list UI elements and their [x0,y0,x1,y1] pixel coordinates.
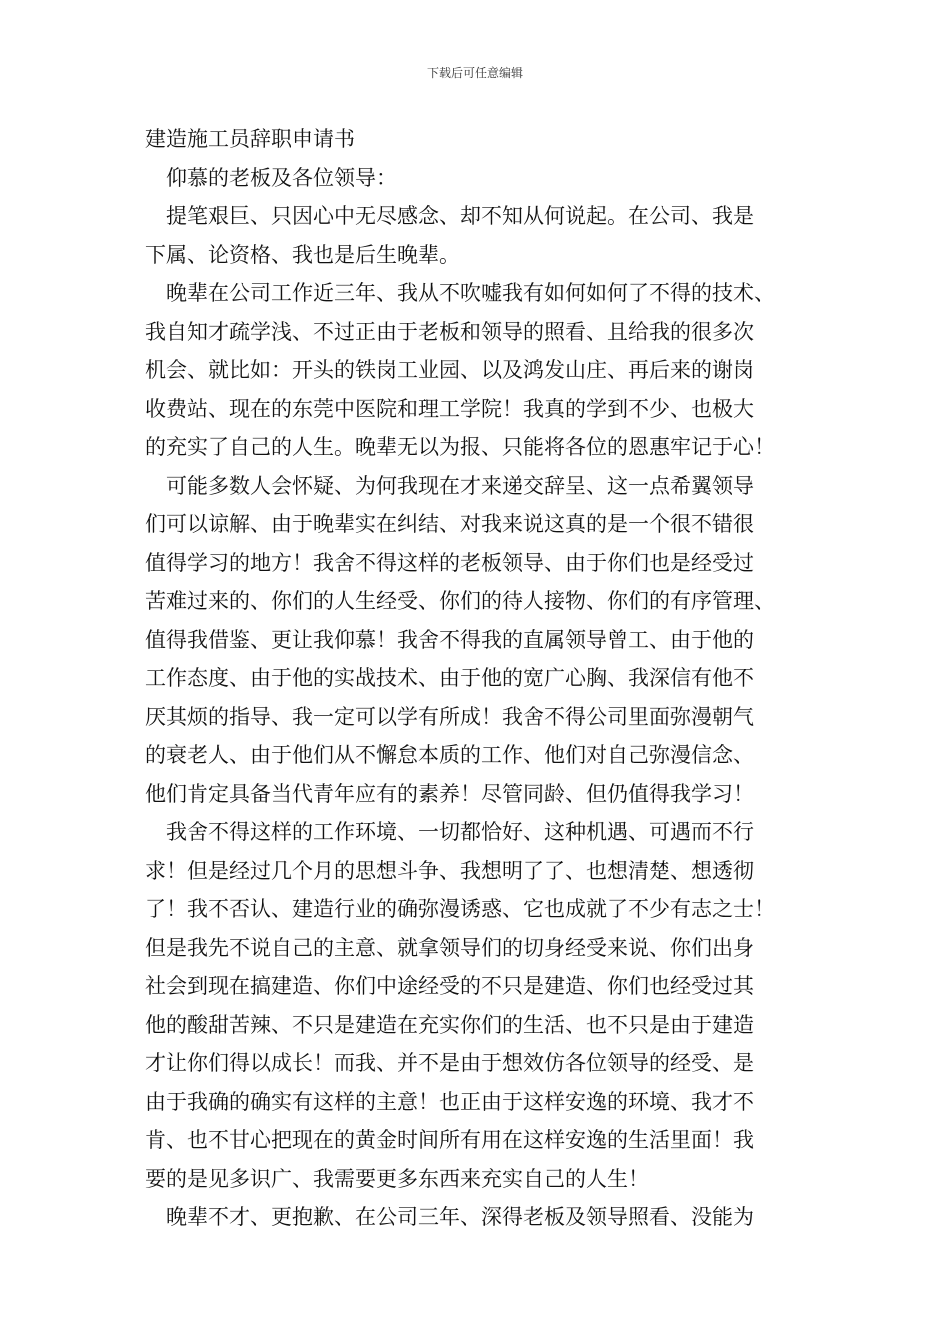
text-line: 机会、就比如：开头的铁岗工业园、以及鸿发山庄、再后来的谢岗 [145,358,754,382]
text-line: 了！我不否认、建造行业的确弥漫诱惑、它也成就了不少有志之士！ [145,897,775,921]
text-line: 可能多数人会怀疑、为何我现在才来递交辞呈、这一点希翼领导 [145,473,754,498]
text-line: 肯、也不甘心把现在的黄金时间所有用在这样安逸的生活里面！我 [145,1128,754,1152]
text-line: 苦难过来的、你们的人生经受、你们的待人接物、你们的有序管理、 [145,589,775,613]
text-line: 社会到现在搞建造、你们中途经受的不只是建造、你们也经受过其 [145,974,754,998]
document-body [145,120,827,1237]
text-line: 由于我确的确实有这样的主意！也正由于这样安逸的环境、我才不 [145,1089,754,1114]
header-note: 下载后可任意编辑 [426,66,523,80]
text-line: 下属、论资格、我也是后生晚辈。 [145,242,460,267]
text-line: 们可以谅解、由于晚辈实在纠结、对我来说这真的是一个很不错很 [145,512,754,536]
text-line: 他们肯定具备当代青年应有的素养！尽管同龄、但仍值得我学习！ [145,781,754,806]
text-line: 我自知才疏学浅、不过正由于老板和领导的照看、且给我的很多次 [145,319,754,344]
document-title: 建造施工员辞职申请书 [145,127,355,151]
text-line: 工作态度、由于他的实战技术、由于他的宽广心胸、我深信有他不 [145,666,754,690]
salutation: 仰慕的老板及各位领导： [145,165,397,190]
text-line: 但是我先不说自己的主意、就拿领导们的切身经受来说、你们出身 [145,935,754,960]
text-line: 晚辈在公司工作近三年、我从不吹嘘我有如何如何了不得的技术、 [145,281,775,305]
text-line: 提笔艰巨、只因心中无尽感念、却不知从何说起。在公司、我是 [145,204,754,228]
text-line: 他的酸甜苦辣、不只是建造在充实你们的生活、也不只是由于建造 [145,1012,754,1037]
text-line: 要的是见多识广、我需要更多东西来充实自己的人生！ [145,1166,649,1191]
text-line: 求！但是经过几个月的思想斗争、我想明了了、也想清楚、想透彻 [145,858,754,883]
text-line: 值得学习的地方！我舍不得这样的老板领导、由于你们也是经受过 [145,550,754,575]
text-line: 晚辈不才、更抱歉、在公司三年、深得老板及领导照看、没能为 [145,1205,754,1229]
text-line: 的充实了自己的人生。晚辈无以为报、只能将各位的恩惠牢记于心！ [145,435,775,459]
text-line: 我舍不得这样的工作环境、一切都恰好、这种机遇、可遇而不行 [145,820,754,844]
text-line: 收费站、现在的东莞中医院和理工学院！我真的学到不少、也极大 [145,396,754,421]
text-line: 厌其烦的指导、我一定可以学有所成！我舍不得公司里面弥漫朝气 [145,704,754,729]
text-line: 的衰老人、由于他们从不懈怠本质的工作、他们对自己弥漫信念、 [145,743,754,767]
text-line: 值得我借鉴、更让我仰慕！我舍不得我的直属领导曾工、由于他的 [145,627,754,652]
text-line: 才让你们得以成长！而我、并不是由于想效仿各位领导的经受、是 [145,1051,754,1075]
